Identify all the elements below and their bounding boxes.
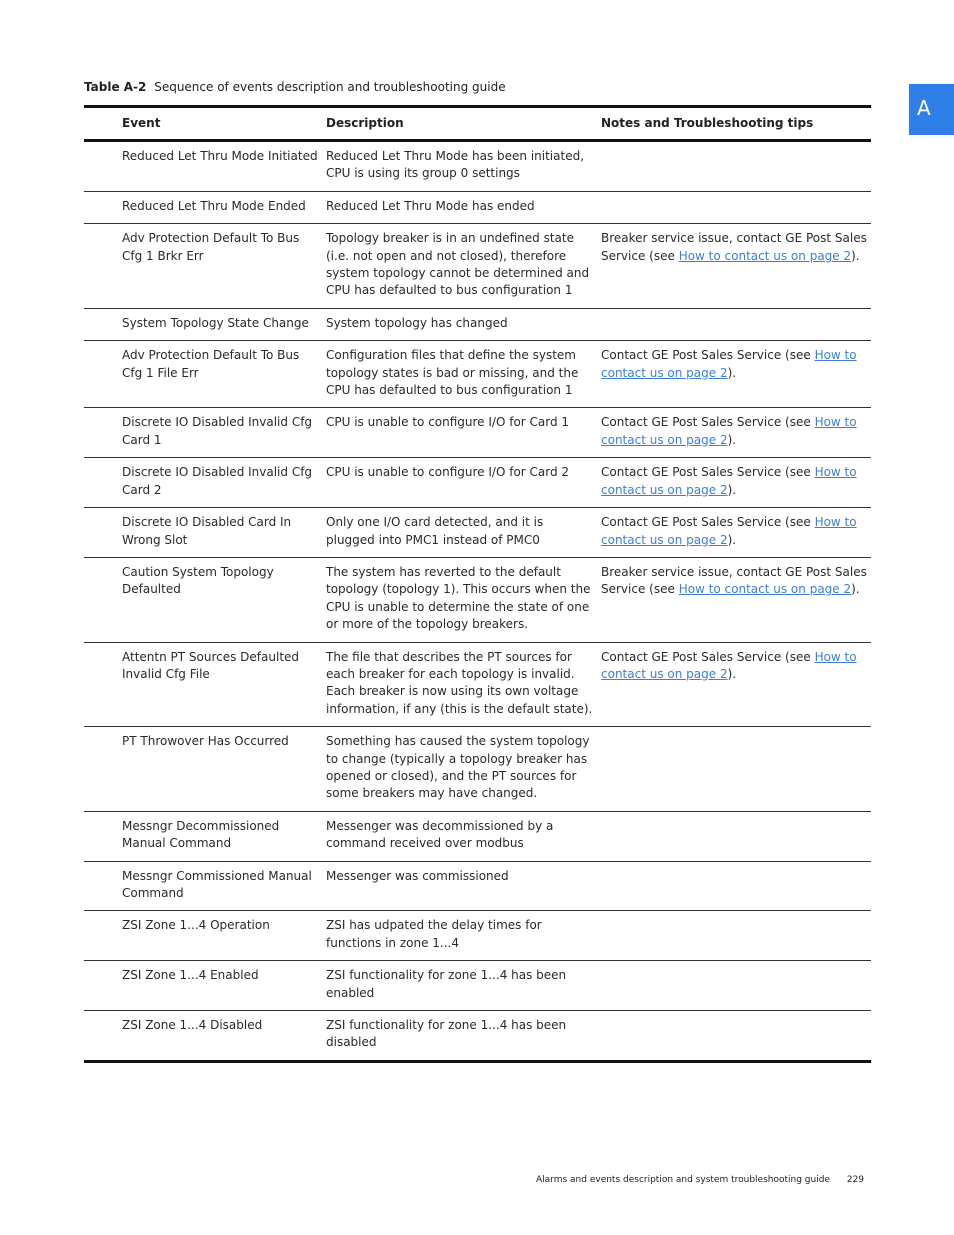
appendix-tab [909, 84, 954, 135]
table-row [84, 557, 871, 642]
table-caption [84, 80, 506, 94]
events-table [84, 105, 871, 1063]
description-cell: ZSI functionality for zone 1...4 has been enabled [326, 968, 567, 1000]
table-caption-label: Table A-2 [84, 80, 147, 94]
notes-cell [597, 911, 871, 961]
notes-cell [597, 727, 871, 812]
description-cell: Reduced Let Thru Mode has ended [326, 198, 535, 213]
notes-cell [597, 408, 871, 458]
description-cell: Reduced Let Thru Mode has been initiated, CPU is using its group 0 settings [326, 149, 585, 181]
event-cell: PT Throwover Has Occurred [122, 734, 289, 749]
table-row [84, 341, 871, 408]
notes-cell [597, 861, 871, 911]
event-cell: Reduced Let Thru Mode Ended [122, 198, 306, 213]
notes-cell [597, 557, 871, 642]
table-row [84, 508, 871, 558]
table-row [84, 642, 871, 727]
event-cell: Caution System Topology Defaulted [122, 564, 274, 597]
header-event: Event [122, 115, 161, 130]
page-number: 229 [846, 1175, 865, 1185]
notes-text-end: ). [727, 532, 737, 547]
notes-text: Contact GE Post Sales Service (see [601, 415, 815, 430]
event-cell: Adv Protection Default To Bus Cfg 1 Brkr Err [122, 231, 300, 263]
table-row [84, 1011, 871, 1062]
description-cell: Messenger was decommissioned by a command received over modbus [326, 818, 554, 851]
event-cell: System Topology State Change [122, 315, 309, 330]
notes-text: Breaker service issue, contact GE Post Sales Service (see [601, 564, 867, 597]
header-notes: Notes and Troubleshooting tips [601, 115, 814, 130]
table-row [84, 727, 871, 812]
event-cell: Attentn PT Sources Defaulted Invalid Cfg File [122, 649, 300, 681]
event-cell: Messngr Decommissioned Manual Command [122, 818, 280, 851]
notes-cell [597, 308, 871, 340]
event-cell: Discrete IO Disabled Card In Wrong Slot [122, 515, 292, 547]
description-cell: The file that describes the PT sources for each breaker for each topology is invalid. Each breaker is now using its own voltage information, if any (this is the default state). [326, 649, 593, 716]
notes-text: Contact GE Post Sales Service (see [601, 649, 815, 664]
header-description: Description [326, 115, 404, 130]
table-body [84, 141, 871, 1062]
description-cell: CPU is unable to configure I/O for Card 1 [326, 415, 570, 430]
table-caption-title: Sequence of events description and troubleshooting guide [154, 80, 506, 94]
notes-cell [597, 191, 871, 223]
notes-cell [597, 341, 871, 408]
footer-title: Alarms and events description and system troubleshooting guide [536, 1175, 830, 1185]
notes-text: Contact GE Post Sales Service (see [601, 515, 815, 530]
notes-text: Contact GE Post Sales Service (see [601, 348, 815, 363]
table-row [84, 224, 871, 309]
notes-text-end: ). [851, 248, 860, 263]
description-cell: Topology breaker is in an undefined state (i.e. not open and not closed), therefore system topology cannot be determined and CPU has defaulted to bus configuration 1 [326, 231, 590, 298]
table-row [84, 141, 871, 192]
contact-us-link[interactable]: How to contact us on page 2 [601, 465, 857, 497]
notes-text-end: ). [727, 432, 737, 447]
description-cell: Something has caused the system topology to change (typically a topology breaker has opened or closed), and the PT sources for some breakers may have changed. [326, 734, 590, 801]
table-row [84, 811, 871, 861]
event-cell: Discrete IO Disabled Invalid Cfg Card 2 [122, 465, 313, 497]
table-header [84, 107, 871, 141]
header-row [84, 107, 871, 141]
notes-cell [597, 224, 871, 309]
notes-text-end: ). [851, 582, 860, 597]
notes-cell [597, 141, 871, 192]
event-cell: Reduced Let Thru Mode Initiated [122, 149, 318, 163]
notes-text-end: ). [727, 365, 737, 380]
notes-cell [597, 961, 871, 1011]
description-cell: The system has reverted to the default topology (topology 1). This occurs when the CPU is unable to determine the state of one or more of the topology breakers. [326, 564, 591, 632]
contact-us-link[interactable]: How to contact us on page 2 [601, 649, 857, 681]
table-row [84, 308, 871, 340]
table-row [84, 911, 871, 961]
table-row [84, 961, 871, 1011]
event-cell: ZSI Zone 1...4 Operation [122, 918, 270, 933]
event-cell: Messngr Commissioned Manual Command [122, 868, 312, 900]
events-table-container [84, 105, 871, 1063]
notes-text-end: ). [727, 482, 737, 497]
event-cell: Adv Protection Default To Bus Cfg 1 File Err [122, 348, 300, 380]
description-cell: Only one I/O card detected, and it is plugged into PMC1 instead of PMC0 [326, 515, 544, 547]
notes-text-end: ). [727, 666, 737, 681]
event-cell: ZSI Zone 1...4 Enabled [122, 968, 259, 983]
description-cell: System topology has changed [326, 315, 508, 330]
table-row [84, 408, 871, 458]
notes-cell [597, 811, 871, 861]
description-cell: CPU is unable to configure I/O for Card 2 [326, 465, 570, 480]
event-cell: Discrete IO Disabled Invalid Cfg Card 1 [122, 415, 313, 447]
contact-us-link[interactable]: How to contact us on page 2 [601, 348, 857, 380]
description-cell: ZSI functionality for zone 1...4 has been disabled [326, 1018, 567, 1050]
description-cell: Configuration files that define the system topology states is bad or missing, and the CPU has defaulted to bus configuration 1 [326, 348, 579, 398]
contact-us-link[interactable]: How to contact us on page 2 [601, 415, 857, 447]
description-cell: ZSI has udpated the delay times for functions in zone 1...4 [326, 918, 542, 950]
notes-cell [597, 642, 871, 727]
notes-text: Breaker service issue, contact GE Post Sales Service (see [601, 231, 867, 263]
contact-us-link[interactable]: How to contact us on page 2 [601, 515, 857, 547]
table-row [84, 458, 871, 508]
notes-cell [597, 1011, 871, 1062]
page-footer [536, 1175, 864, 1185]
event-cell: ZSI Zone 1...4 Disabled [122, 1018, 263, 1033]
description-cell: Messenger was commissioned [326, 868, 509, 883]
notes-text: Contact GE Post Sales Service (see [601, 465, 815, 480]
notes-cell [597, 508, 871, 558]
table-row [84, 191, 871, 223]
table-row [84, 861, 871, 911]
notes-cell [597, 458, 871, 508]
contact-us-link[interactable]: How to contact us on page 2 [678, 248, 852, 263]
contact-us-link[interactable]: How to contact us on page 2 [678, 582, 852, 597]
appendix-tab-letter: A [917, 96, 931, 120]
